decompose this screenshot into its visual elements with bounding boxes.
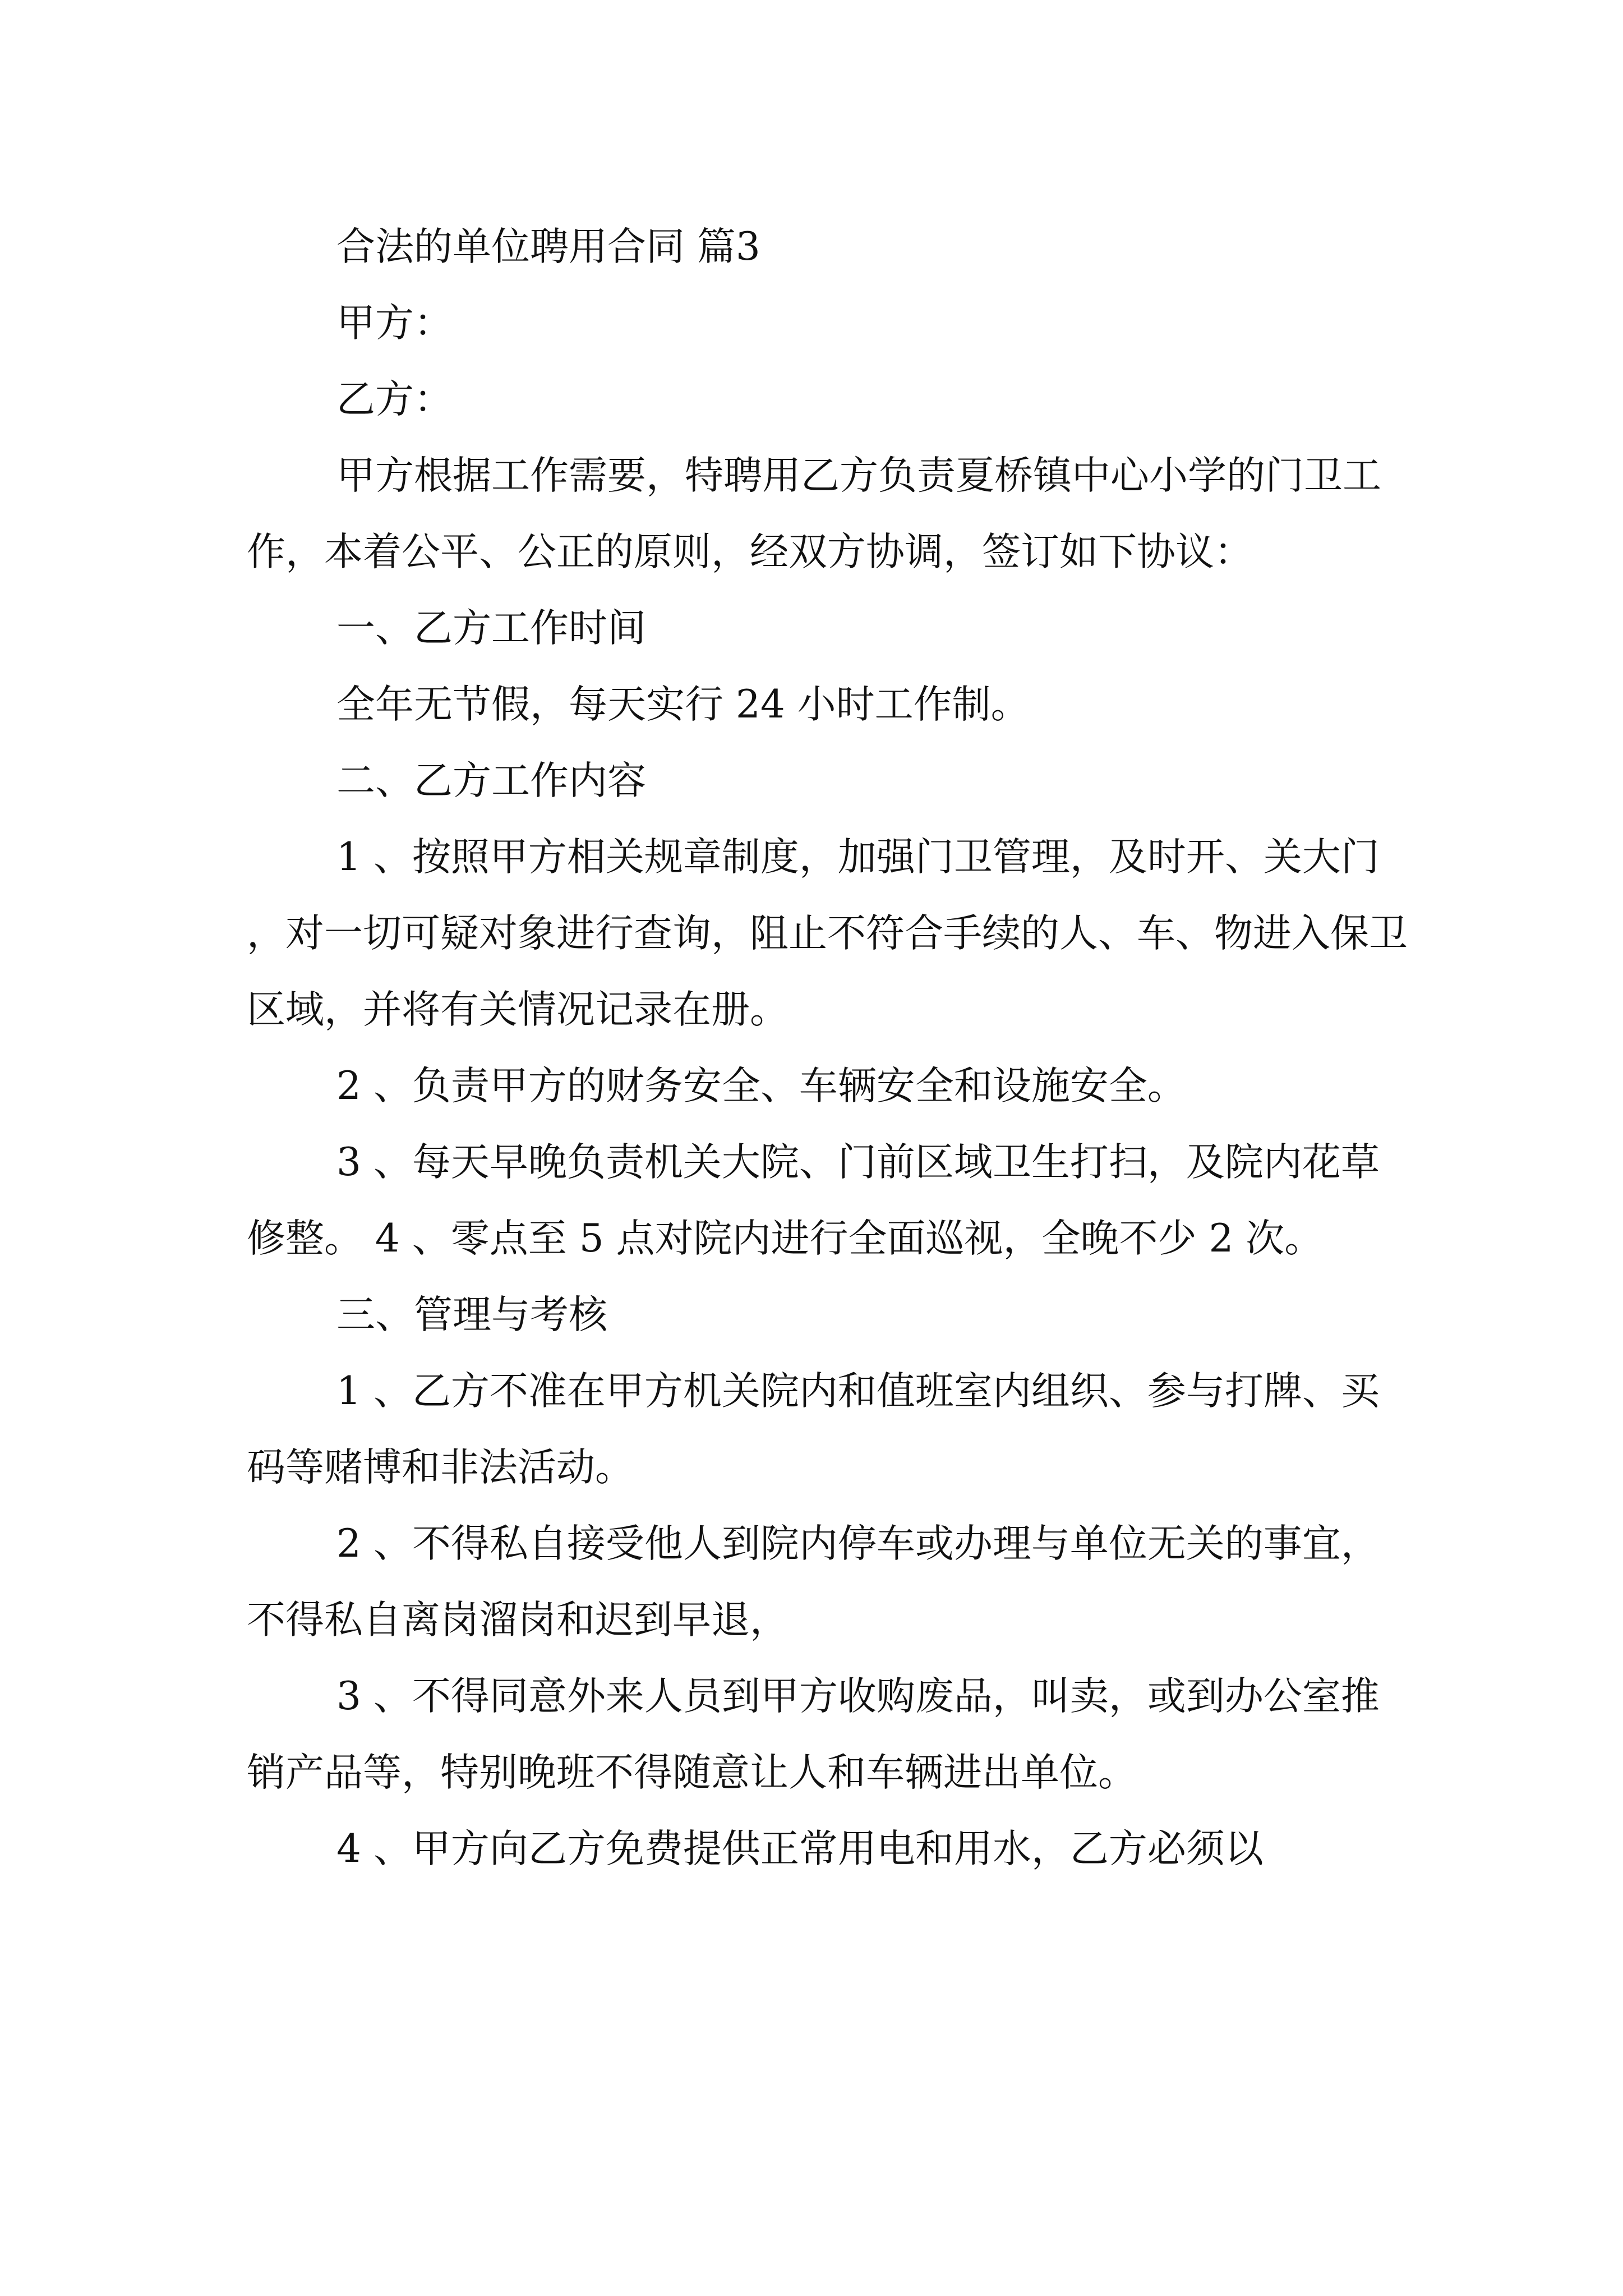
party-b-line: 乙方：: [336, 377, 453, 422]
work-time-paragraph: 全年无节假，每天实行 24 小时工作制。: [336, 682, 1030, 727]
section-heading-work-time: 一、乙方工作时间: [336, 606, 646, 651]
management-item-3: 3 、不得同意外来人员到甲方收购废品，叫卖，或到办公室推销产品等，特别晚班不得随意让人和车辆进出单位。: [247, 1674, 1380, 1795]
document-body: [247, 209, 1413, 1887]
section-heading-work-content: 二、乙方工作内容: [336, 758, 646, 803]
work-content-item-1: 1 、按照甲方相关规章制度，加强门卫管理，及时开、关大门，对一切可疑对象进行查询，阻止不符合手续的人、车、物进入保卫区域，并将有关情况记录在册。: [247, 835, 1408, 1032]
party-a-line: 甲方：: [336, 301, 453, 346]
preamble-paragraph: 甲方根据工作需要，特聘用乙方负责夏桥镇中心小学的门卫工作，本着公平、公正的原则，经双方协调，签订如下协议：: [247, 453, 1381, 574]
management-item-1: 1 、乙方不准在甲方机关院内和值班室内组织、参与打牌、买码等赌博和非法活动。: [247, 1369, 1380, 1490]
management-item-4: 4 、甲方向乙方免费提供正常用电和用水，乙方必须以: [336, 1826, 1264, 1871]
section-heading-management: 三、管理与考核: [336, 1292, 607, 1337]
work-content-item-3-4: 3 、每天早晚负责机关大院、门前区域卫生打扫，及院内花草修整。 4 、零点至 5 点对院内进行全面巡视，全晚不少 2 次。: [247, 1140, 1380, 1261]
work-content-item-2: 2 、负责甲方的财务安全、车辆安全和设施安全。: [336, 1064, 1186, 1108]
management-item-2: 2 、不得私自接受他人到院内停车或办理与单位无关的事宜，不得私自离岗溜岗和迟到早退，: [247, 1521, 1380, 1642]
document-title: 合法的单位聘用合同 篇3: [336, 224, 760, 269]
